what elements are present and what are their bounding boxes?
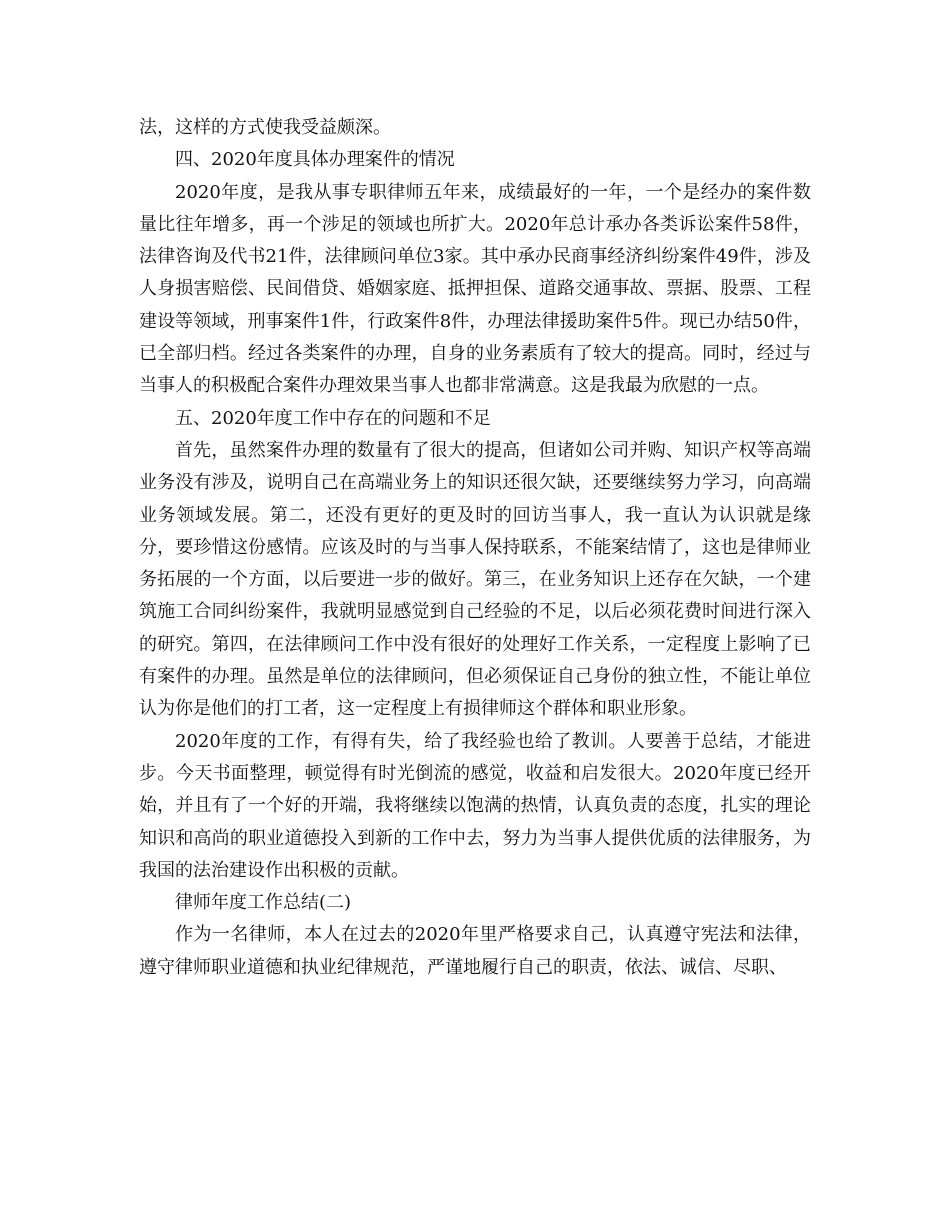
- paragraph-continued: 法，这样的方式使我受益颇深。: [139, 117, 391, 138]
- paragraph-case-summary: 2020年度，是我从事专职律师五年来，成绩最好的一年，一个是经办的案件数量比往年增多，再一个涉足的领域也所扩大。2020年总计承办各类诉讼案件58件，法律咨询及代书21件，法律顾问单位3家。其中承办民商事经济纠纷案件49件，涉及人身损害赔偿、民间借贷、婚姻家庭、抵押担保、道路交通事故、票据、股票、工程建设等领域，刑事案件1件，行政案件8件，办理法律援助案件5件。现已办结50件，已全部归档。经过各类案件的办理，自身的业务素质有了较大的提高。同时，经过与当事人的积极配合案件办理效果当事人也都非常满意。这是我最为欣慰的一点。: [139, 181, 811, 397]
- section-heading-5: 五、2020年度工作中存在的问题和不足: [175, 407, 491, 429]
- document-page: [139, 112, 811, 984]
- document-subtitle-2: 律师年度工作总结(二): [175, 892, 352, 914]
- paragraph-intro-2: 作为一名律师，本人在过去的2020年里严格要求自己，认真遵守宪法和法律，遵守律师职业道德和执业纪律规范，严谨地履行自己的职责，依法、诚信、尽职、: [139, 924, 811, 978]
- paragraph-problems: 首先，虽然案件办理的数量有了很大的提高，但诸如公司并购、知识产权等高端业务没有涉及，说明自己在高端业务上的知识还很欠缺，还要继续努力学习，向高端业务领域发展。第二，还没有更好的更及时的回访当事人，我一直认为认识就是缘分，要珍惜这份感情。应该及时的与当事人保持联系，不能案结情了，这也是律师业务拓展的一个方面，以后要进一步的做好。第三，在业务知识上还存在欠缺，一个建筑施工合同纠纷案件，我就明显感觉到自己经验的不足，以后必须花费时间进行深入的研究。第四，在法律顾问工作中没有很好的处理好工作关系，一定程度上影响了已有案件的办理。虽然是单位的法律顾问，但必须保证自己身份的独立性，不能让单位认为你是他们的打工者，这一定程度上有损律师这个群体和职业形象。: [139, 439, 811, 720]
- section-heading-4: 四、2020年度具体办理案件的情况: [175, 149, 455, 171]
- paragraph-conclusion: 2020年度的工作，有得有失，给了我经验也给了教训。人要善于总结，才能进步。今天书面整理，顿觉得有时光倒流的感觉，收益和启发很大。2020年度已经开始，并且有了一个好的开端，我将继续以饱满的热情，认真负责的态度，扎实的理论知识和高尚的职业道德投入到新的工作中去，努力为当事人提供优质的法律服务，为我国的法治建设作出积极的贡献。: [139, 730, 811, 881]
